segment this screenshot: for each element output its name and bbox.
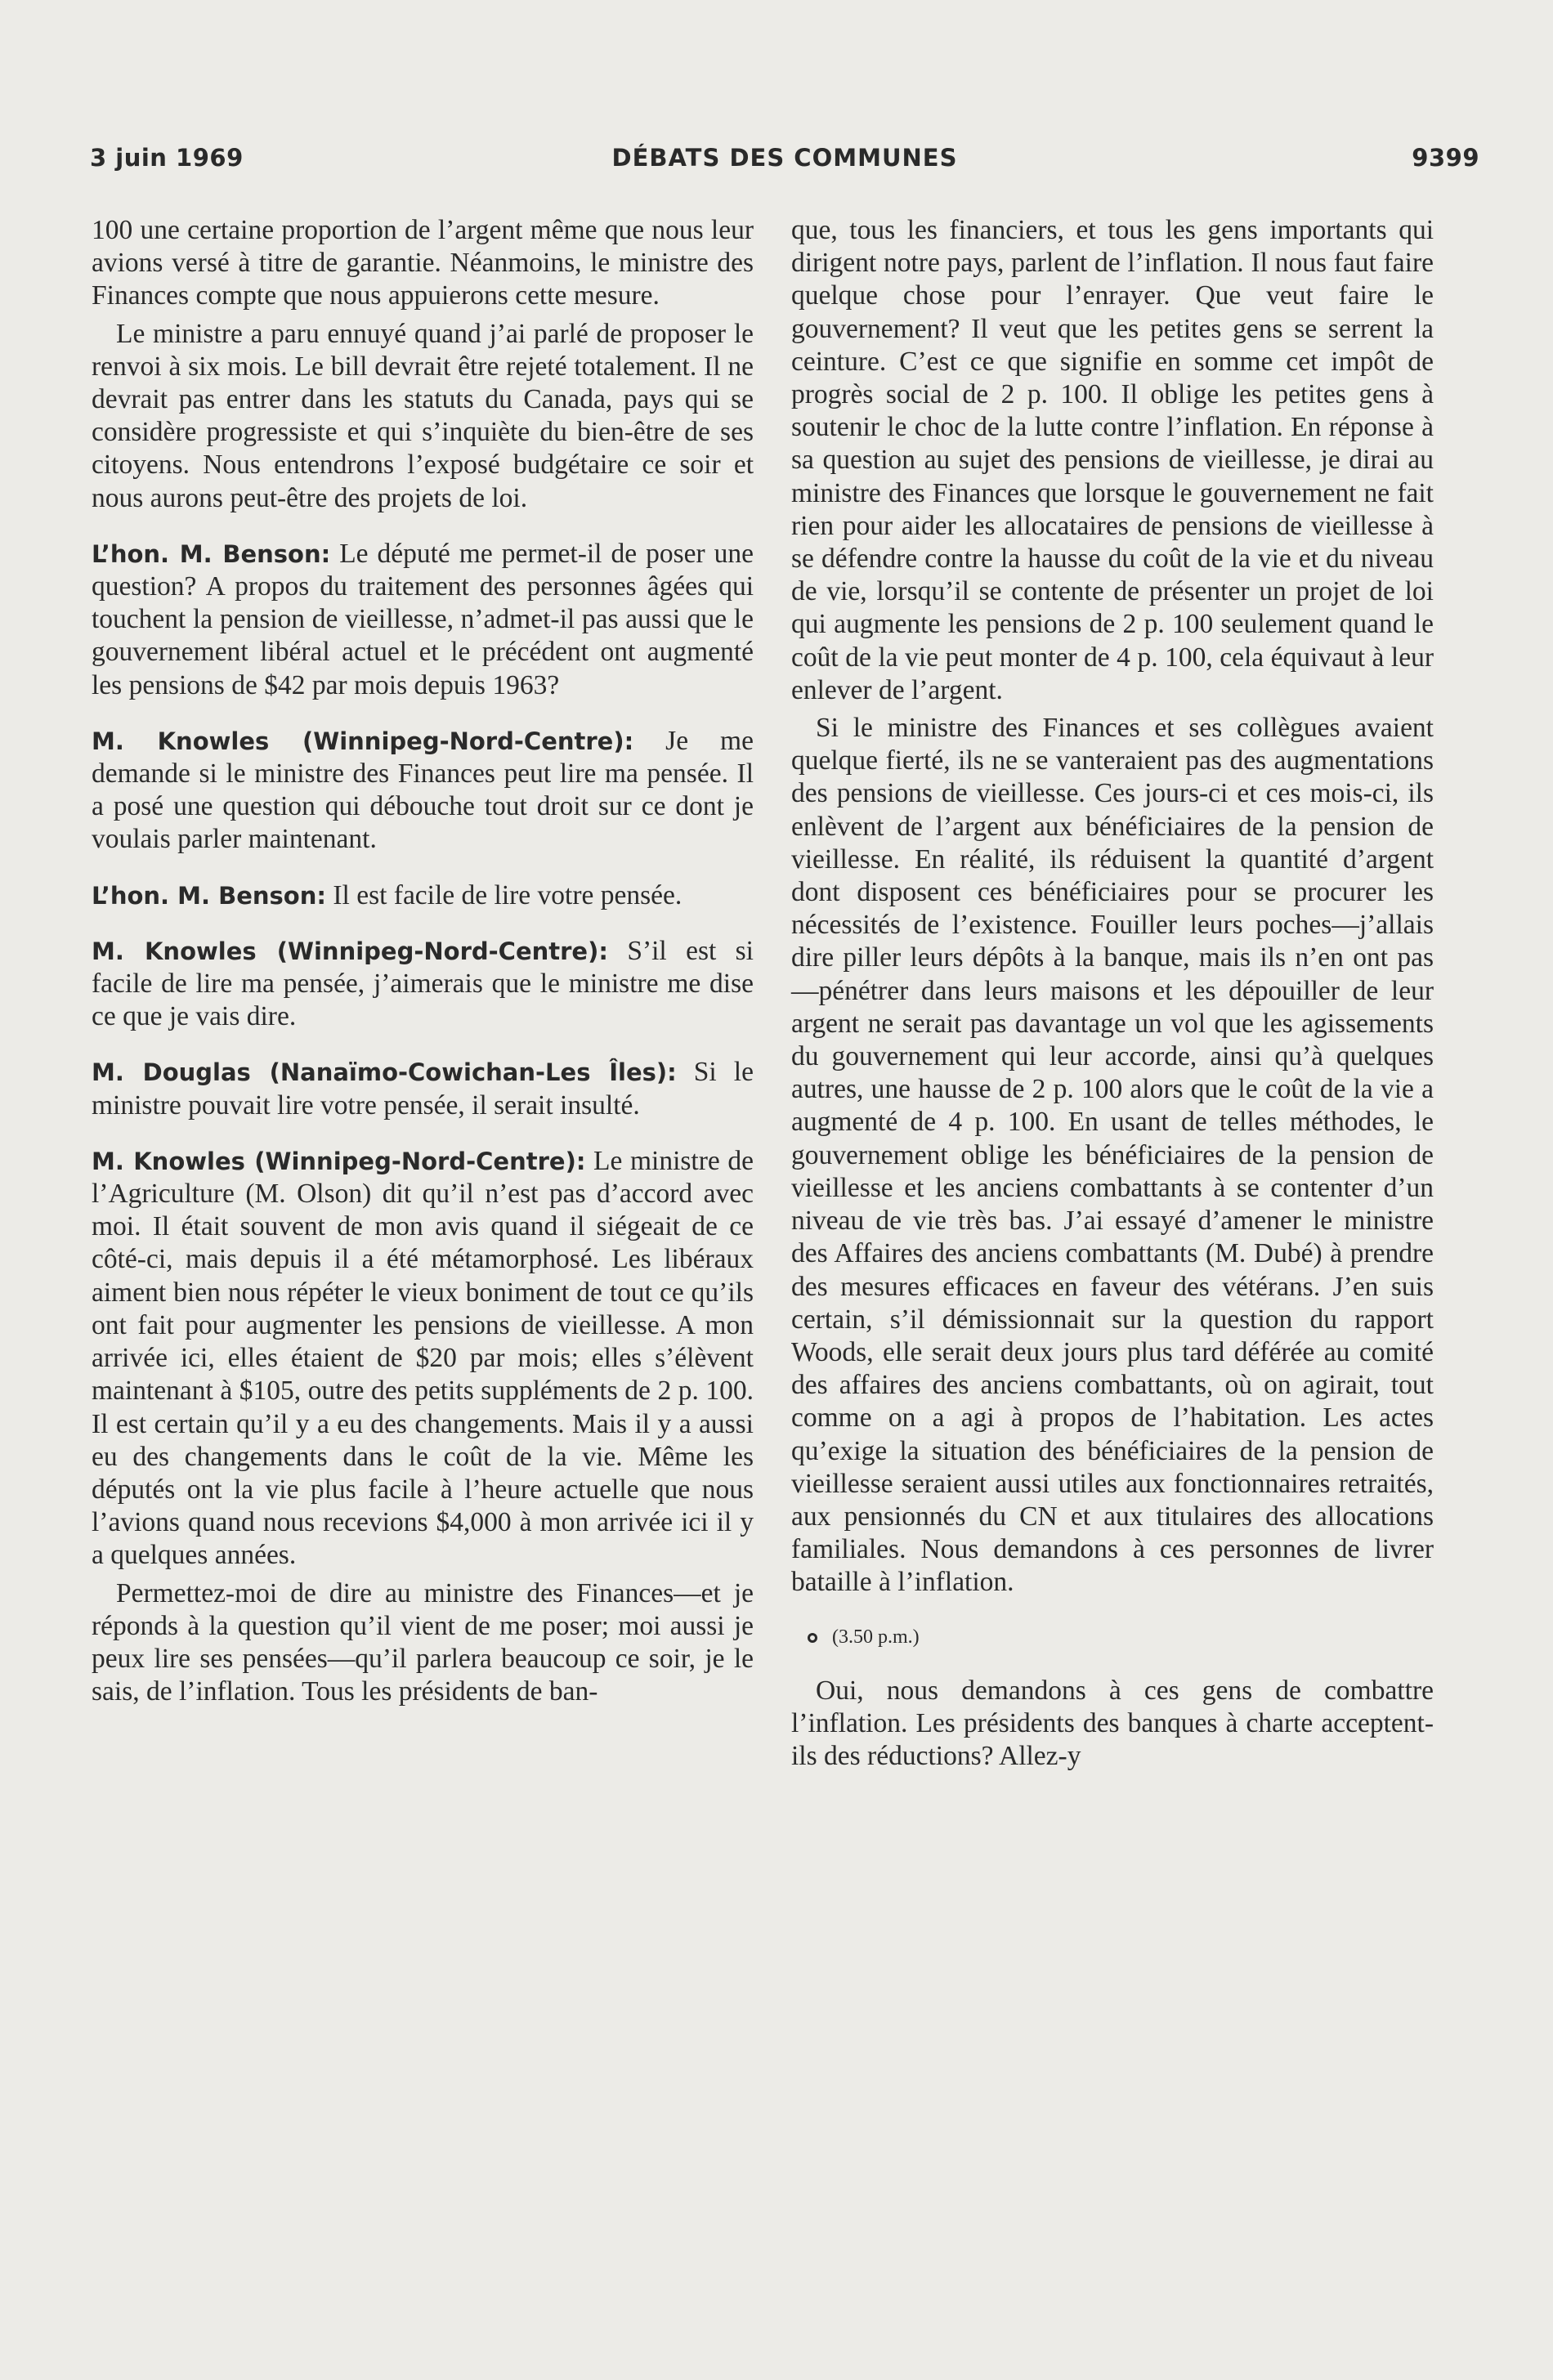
speech-text: Le député me permet-il de poser une question? A propos du traitement des personnes âgées qui touchent la pension de vieillesse, n’admet-il pas aussi que le gouvernement libéral actuel et le précédent ont augmenté les pensions de $42 par mois depuis 1963? [92, 538, 754, 700]
speech-benson-1 [92, 538, 754, 702]
paragraph: que, tous les financiers, et tous les gens importants qui dirigent notre pays, parlent de l’inflation. Il nous faut faire quelque chose pour l’enrayer. Que veut faire le gouvernement? Il veut que les petites gens se serrent la ceinture. C’est ce que signifie en somme cet impôt de progrès social de 2 p. 100. Il oblige les petites gens à soutenir le choc de la lutte contre l’inflation. En réponse à sa question au sujet des pensions de vieillesse, je dirai au ministre des Finances que lorsque le gouvernement ne fait rien pour aider les allocataires de pensions de vieillesse à se défendre contre la hausse du coût de la vie et du niveau de vie, lorsqu’il se contente de présenter un projet de loi qui augmente les pensions de 2 p. 100 seulement quand le coût de la vie peut monter de 4 p. 100, cela équivaut à leur enlever de l’argent. [791, 215, 1434, 705]
bullet-icon [808, 1633, 817, 1643]
speech-text: Le ministre de l’Agriculture (M. Olson) dit qu’il n’est pas d’accord avec moi. Il était souvent de mon avis quand il siégeait de ce côté-ci, mais depuis il a été métamorphosé. Les libéraux aiment bien nous répéter le vieux boniment de tout ce qu’ils ont fait pour augmenter les pensions de vieillesse. A mon arrivée ici, elles étaient de $20 par mois; elles s’élèvent maintenant à $105, outre des petits suppléments de 2 p. 100. Il est certain qu’il y a eu des changements. Mais il y a aussi eu des changements dans le coût de la vie. Même les députés ont la vie plus facile à l’heure actuelle que nous l’avions quand nous recevions $4,000 à mon arrivée ici il y a quelques années. [92, 1145, 754, 1571]
speaker-name: M. Knowles (Winnipeg-Nord-Centre): [92, 727, 634, 755]
speech-text: Si le ministre pouvait lire votre pensée, il serait insulté. [92, 1057, 754, 1121]
page-header [90, 144, 1479, 193]
header-page-number: 9399 [1412, 144, 1479, 172]
speech-text: S’il est si facile de lire ma pensée, j’aimerais que le ministre me dise ce que je vais dire. [92, 935, 754, 1032]
speech-benson-2 [92, 879, 754, 912]
paragraph: 100 une certaine proportion de l’argent même que nous leur avions versé à titre de garantie. Néanmoins, le ministre des Finances compte que nous appuierons cette mesure. [92, 215, 754, 311]
paragraph: Le ministre a paru ennuyé quand j’ai parlé de proposer le renvoi à six mois. Le bill devrait être rejeté totalement. Il ne devrait pas entrer dans les statuts du Canada, pays qui se considère progressiste et qui s’inquiète du bien-être de ses citoyens. Nous entendrons l’exposé budgétaire ce soir et nous aurons peut-être des projets de loi. [92, 318, 754, 513]
speech-text: Il est facile de lire votre pensée. [325, 879, 683, 910]
speech-douglas [92, 1056, 754, 1121]
paragraph: Si le ministre des Finances et ses collègues avaient quelque fierté, ils ne se vanteraient pas des augmentations des pensions de vieillesse. Ces jours-ci et ces mois-ci, ils enlèvent de l’argent aux bénéficiaires de la pension de vieillesse. En réalité, ils réduisent la quantité d’argent dont disposent ces bénéficiaires pour se procurer les nécessités de l’existence. Fouiller leurs poches—j’allais dire piller leurs dépôts à la banque, mais ils n’en ont pas—pénétrer dans leurs maisons et les dépouiller de leur argent ne serait pas davantage un vol que les agissements du gouvernement qui leur accorde, ainsi qu’à quelques autres, une hausse de 2 p. 100 alors que le coût de la vie a augmenté de 4 p. 100. En usant de telles méthodes, le gouvernement oblige les bénéficiaires de la pension de vieillesse et les anciens combattants à se contenter d’un niveau de vie très bas. J’ai essayé d’amener le ministre des Affaires des anciens combattants (M. Dubé) à prendre des mesures efficaces en faveur des vétérans. J’en suis certain, s’il démissionnait sur la question du rapport Woods, elle serait deux jours plus tard déférée au comité des affaires des anciens combattants, où on agirait, tout comme on a agi à propos de l’habitation. Les actes qu’exige la situation des bénéficiaires de la pension de vieillesse seraient aussi utiles aux fonctionnaires retraités, aux pensionnés du CN et aux titulaires des allocations familiales. Nous demandons à ces personnes de livrer bataille à l’inflation. [791, 713, 1434, 1598]
speech-knowles-2 [92, 935, 754, 1034]
speaker-name: M. Knowles (Winnipeg-Nord-Centre): [92, 937, 608, 965]
time-marker [791, 1624, 1434, 1650]
speech-knowles-3 [92, 1145, 754, 1572]
speaker-name: L’hon. M. Benson: [92, 881, 326, 910]
speaker-name: M. Douglas (Nanaïmo-Cowichan-Les Îles): [92, 1058, 677, 1087]
left-column [92, 214, 754, 1708]
time-marker-text: (3.50 p.m.) [832, 1626, 920, 1648]
header-title: DÉBATS DES COMMUNES [611, 144, 958, 172]
header-date: 3 juin 1969 [90, 144, 244, 172]
paragraph: Permettez-moi de dire au ministre des Finances—et je réponds à la question qu’il vient de me poser; moi aussi je peux lire ses pensées—qu’il parlera beaucoup ce soir, je le sais, de l’inflation. Tous les présidents de ban- [92, 1577, 754, 1707]
speech-knowles-1 [92, 725, 754, 857]
speaker-name: M. Knowles (Winnipeg-Nord-Centre): [92, 1147, 586, 1175]
paragraph: Oui, nous demandons à ces gens de combattre l’inflation. Les présidents des banques à charte acceptent-ils des réductions? Allez-y [791, 1675, 1434, 1771]
speaker-name: L’hon. M. Benson: [92, 539, 331, 568]
speech-text: Je me demande si le ministre des Finances peut lire ma pensée. Il a posé une question qui débouche tout droit sur ce dont je voulais parler maintenant. [92, 725, 754, 855]
right-column [791, 214, 1434, 1773]
